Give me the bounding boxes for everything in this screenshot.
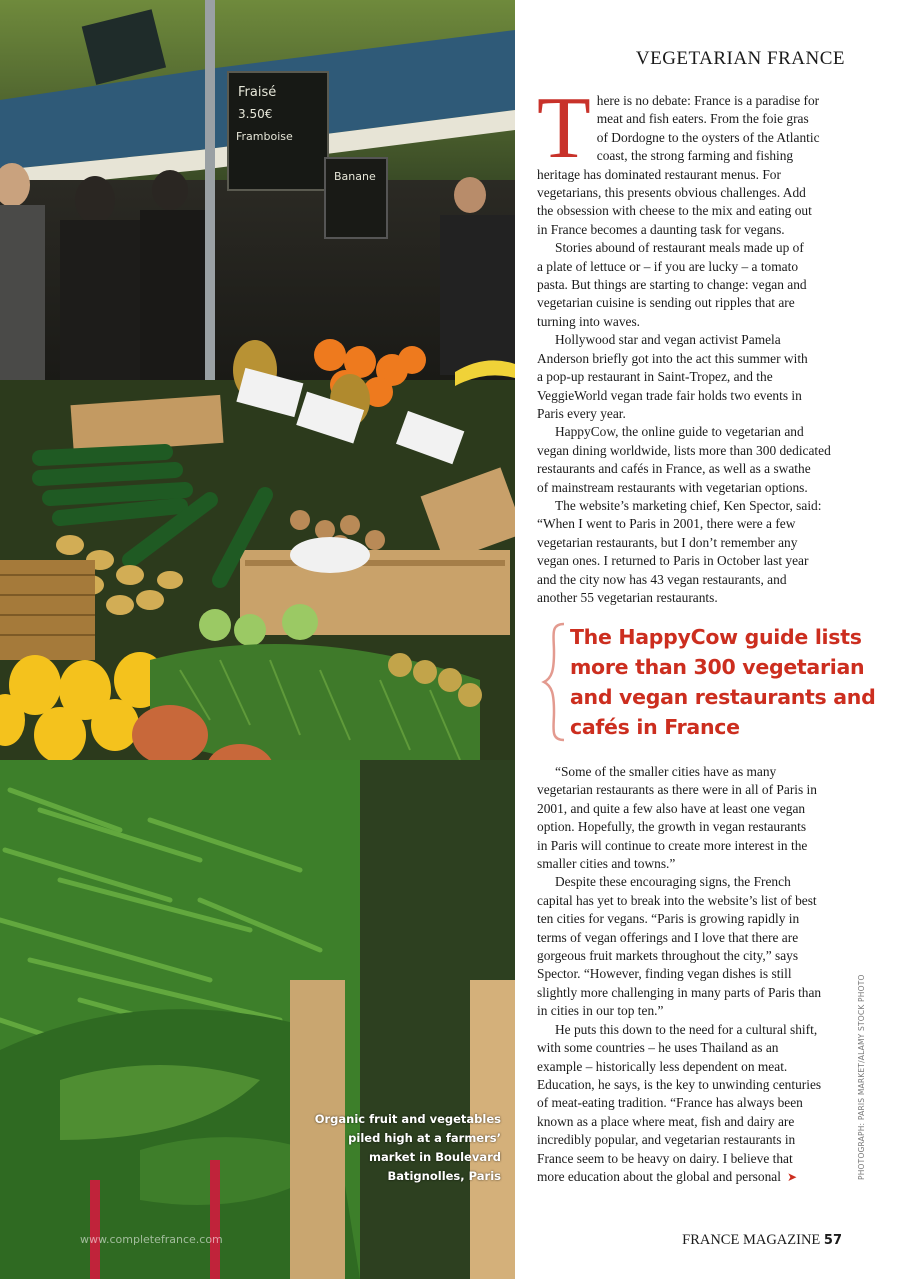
text-line: Education, he says, is the key to unwinding centuries [537, 1076, 822, 1092]
text-line: France seem to be heavy on dairy. I believe that [537, 1150, 793, 1166]
text-line: of mainstream restaurants with vegetarian options. [537, 479, 808, 495]
text-line: incredibly popular, and vegetarian restaurants in [537, 1132, 796, 1148]
text-line: another 55 vegetarian restaurants. [537, 589, 718, 605]
page-number: 57 [823, 1233, 842, 1248]
sign-text-4: Banane [334, 170, 376, 183]
drop-cap: T [537, 80, 591, 177]
arrow-right-icon: ➤ [786, 1169, 797, 1184]
text-line: vegan dining worldwide, lists more than 300 dedicated [537, 442, 831, 458]
text-line: slightly more challenging in many parts of Paris than [537, 984, 822, 1000]
pull-quote-line: more than 300 vegetarian [570, 655, 865, 679]
caption-line: Batignolles, Paris [387, 1169, 501, 1183]
text-line: Paris every year. [537, 405, 626, 421]
text-line: a plate of lettuce or – if you are lucky – a tomato [537, 258, 799, 274]
paragraph [537, 497, 843, 607]
text-line: VeggieWorld vegan trade fair holds two events in [537, 387, 802, 403]
text-line: Spector. “However, finding vegan dishes is still [537, 966, 792, 982]
paragraph [537, 239, 843, 331]
text-line: ten cities for vegans. “Paris is growing rapidly in [537, 911, 800, 927]
sign-text-1: Fraisé [238, 85, 277, 100]
caption-line: Organic fruit and vegetables [314, 1112, 501, 1126]
text-line: vegetarian cuisine is sending out ripples that are [537, 295, 795, 311]
text-line: meat and fish eaters. From the foie gras [596, 111, 809, 127]
text-line: coast, the strong farming and fishing [596, 148, 794, 164]
text-line: vegetarians, this presents obvious challenges. Add [537, 185, 806, 201]
caption-line: piled high at a farmers’ [348, 1131, 501, 1145]
text-line: turning into waves. [537, 313, 641, 329]
page-footer [682, 1232, 842, 1249]
article-body-continued [537, 763, 843, 1186]
text-line: gorgeous fruit markets throughout the city,” says [537, 948, 799, 964]
text-line: Stories abound of restaurant meals made up of [555, 240, 804, 256]
paragraph [537, 331, 843, 423]
pull-quote-line: cafés in France [570, 715, 740, 739]
website-watermark: www.completefrance.com [80, 1233, 223, 1246]
text-line: heritage has dominated restaurant menus. For [537, 166, 781, 182]
text-line: a pop-up restaurant in Saint-Tropez, and the [537, 369, 773, 385]
sign-text-2: 3.50€ [238, 107, 273, 121]
text-line: capital has yet to break into the website’s list of best [537, 892, 817, 908]
brace-icon [540, 622, 568, 742]
text-line: terms of vegan offerings and I love that there are [537, 929, 799, 945]
text-line-last [537, 1168, 843, 1186]
text-line: pasta. But things are starting to change: vegan and [537, 277, 807, 293]
caption-line: market in Boulevard [369, 1150, 501, 1164]
text-line: with some countries – he uses Thailand as an [537, 1040, 779, 1056]
text-line: 2001, and quite a few also have at least one vegan [537, 800, 806, 816]
text-line: Anderson briefly got into the act this summer with [537, 350, 808, 366]
paragraph [537, 763, 843, 873]
text-line: the obsession with cheese to the mix and eating out [537, 203, 812, 219]
section-title: VEGETARIAN FRANCE [635, 48, 845, 69]
chalkboard-sign [228, 72, 328, 190]
text-line: and the city now has 43 vegan restaurants, and [537, 571, 787, 587]
magazine-name: FRANCE MAGAZINE [682, 1232, 821, 1248]
paragraph [537, 873, 843, 1020]
chalkboard-sign [325, 158, 387, 238]
text-line: He puts this down to the need for a cultural shift, [555, 1021, 818, 1037]
pull-quote [540, 622, 876, 742]
sign-text-3: Framboise [236, 130, 293, 143]
paragraph [537, 1021, 843, 1187]
paragraph [537, 423, 843, 497]
text-line: restaurants and cafés in France, as well as a swathe [537, 461, 811, 477]
article-body [537, 80, 843, 607]
text-line: “When I went to Paris in 2001, there were a few [537, 516, 796, 532]
photo-credit: PHOTOGRAPH: PARIS MARKET/ALAMY STOCK PHOTO [857, 974, 866, 1180]
text-line: Hollywood star and vegan activist Pamela [555, 332, 781, 348]
pull-quote-line: The HappyCow guide lists [570, 625, 862, 649]
text-line: of Dordogne to the oysters of the Atlantic [596, 129, 820, 145]
text-line: example – historically less dependent on meat. [537, 1058, 788, 1074]
text-line: smaller cities and towns.” [537, 856, 676, 872]
text-line: in France becomes a daunting task for vegans. [537, 221, 785, 237]
text-line: here is no debate: France is a paradise for [596, 93, 820, 108]
text-line: vegan ones. I returned to Paris in October last year [537, 553, 809, 569]
text-line: in cities in our top ten.” [537, 1003, 664, 1019]
text-line: “Some of the smaller cities have as many [555, 764, 777, 779]
photo-caption [301, 1110, 501, 1186]
text-line: option. Hopefully, the growth in vegan restaurants [537, 819, 807, 835]
text-line: The website’s marketing chief, Ken Spector, said: [555, 497, 822, 513]
text-line: Despite these encouraging signs, the French [555, 874, 791, 890]
text-line: in Paris will continue to create more interest in the [537, 837, 808, 853]
pull-quote-line: and vegan restaurants and [570, 685, 876, 709]
text-line: more education about the global and personal [537, 1168, 781, 1184]
text-line: HappyCow, the online guide to vegetarian and [555, 424, 804, 440]
text-line: of meat-eating tradition. “France has always been [537, 1095, 803, 1111]
text-line: vegetarian restaurants, but I don’t remember any [537, 534, 798, 550]
text-line: vegetarian restaurants as there were in all of Paris in [537, 782, 817, 798]
text-line: known as a place where meat, fish and dairy are [537, 1113, 795, 1129]
